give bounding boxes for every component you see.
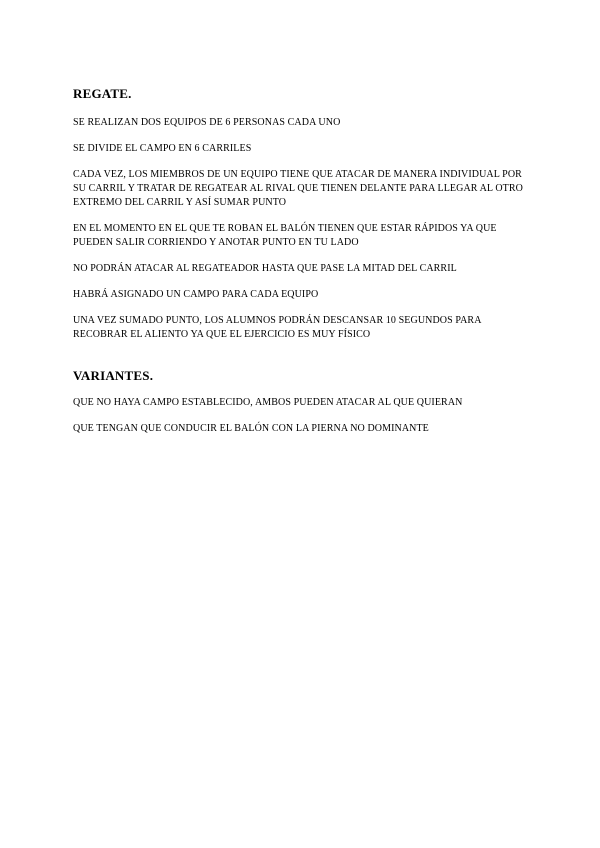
paragraph-carriles: SE DIVIDE EL CAMPO EN 6 CARRILES <box>73 143 252 154</box>
paragraph-robar-balon: EN EL MOMENTO EN EL QUE TE ROBAN EL BALÓN TIENEN QUE ESTAR RÁPIDOS YA QUE PUEDEN SALIR CORRIENDO Y ANOTAR PUNTO EN TU LADO <box>73 223 497 248</box>
document-body <box>73 86 533 436</box>
paragraph-descansar: UNA VEZ SUMADO PUNTO, LOS ALUMNOS PODRÁN DESCANSAR 10 SEGUNDOS PARA RECOBRAR EL ALIENTO YA QUE EL EJERCICIO ES MUY FÍSICO <box>73 315 481 340</box>
paragraph-equipos: SE REALIZAN DOS EQUIPOS DE 6 PERSONAS CADA UNO <box>73 117 341 128</box>
paragraph-variante-campo: QUE NO HAYA CAMPO ESTABLECIDO, AMBOS PUEDEN ATACAR AL QUE QUIERAN <box>73 397 463 408</box>
paragraph-campo-equipo: HABRÁ ASIGNADO UN CAMPO PARA CADA EQUIPO <box>73 289 319 300</box>
section-heading-variantes: VARIANTES. <box>73 368 154 383</box>
paragraph-mitad-carril: NO PODRÁN ATACAR AL REGATEADOR HASTA QUE PASE LA MITAD DEL CARRIL <box>73 263 457 274</box>
paragraph-variante-pierna: QUE TENGAN QUE CONDUCIR EL BALÓN CON LA PIERNA NO DOMINANTE <box>73 423 429 434</box>
section-heading-regate: REGATE. <box>73 86 132 101</box>
paragraph-atacar: CADA VEZ, LOS MIEMBROS DE UN EQUIPO TIENE QUE ATACAR DE MANERA INDIVIDUAL POR SU CARRIL Y TRATAR DE REGATEAR AL RIVAL QUE TIENEN DELANTE PARA LLEGAR AL OTRO EXTREMO DEL CARRIL Y ASÍ SUMAR PUNTO <box>73 169 523 208</box>
